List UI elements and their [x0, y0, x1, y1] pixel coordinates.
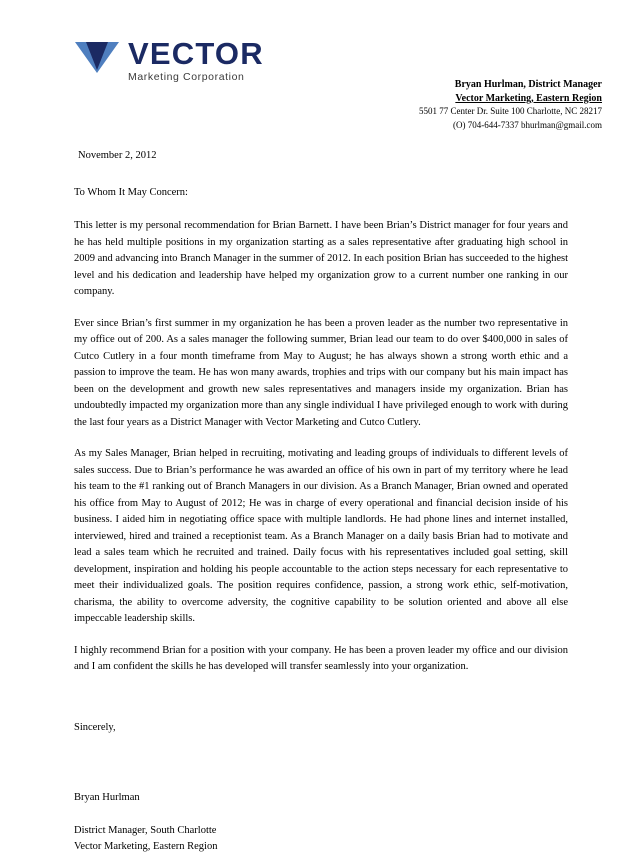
- letter-closing: Sincerely,: [74, 721, 116, 733]
- signature-title-line: District Manager, South Charlotte: [74, 824, 217, 836]
- vector-logo-icon: [74, 40, 120, 74]
- sender-contact: (O) 704-644-7337 bhurlman@gmail.com: [452, 119, 602, 130]
- signature-title-line: Vector Marketing, Eastern Region: [74, 840, 218, 852]
- signature-name: Bryan Hurlman: [74, 792, 140, 803]
- signature-title: [74, 823, 568, 855]
- letter-body: [74, 148, 568, 855]
- letterhead: [74, 38, 314, 94]
- logo-subtitle: Marketing Corporation: [128, 71, 245, 83]
- sender-address: 5501 77 Center Dr. Suite 100 Charlotte, NC 28217: [419, 106, 602, 116]
- letter-paragraph: As my Sales Manager, Brian helped in recruiting, motivating and leading groups of individuals to different levels of sales success. Due to Brian’s performance he was awarded an office of his own in part of my territory where he lead his team to the #1 ranking out of Branch Managers in our division. As a Branch Manager, Brian owned and operated his office from May to August of 2012; He was in charge of every operational and financial decision inside of his business. I aided him in negotiating office space with multiple landlords. He had phone lines and internet installed, interviewed, hired and trained a receptionist team. As a Branch Manager on a daily basis Brian had to motivate and lead a sales team which he recruited and trained. Daily focus with his representatives included goal setting, skill development, inspiration and holding his people accountable to the action steps necessary for each representative to meet their individualized goals. The position requires confidence, passion, a strong work ethic, self-motivation, charisma, the ability to overcome adversity, the cognitive capability to be solution oriented and above all else impeccable leadership skills.: [74, 448, 568, 624]
- sender-company-region: Vector Marketing, Eastern Region: [455, 92, 602, 104]
- letter-paragraph: Ever since Brian’s first summer in my organization he has been a proven leader as the number two representative in my office out of 200. As a sales manager the following summer, Brian lead our team to do over $400,000 in sales of Cutco Cutlery in a four month timeframe from May to August; he has always shown a strong worth ethic and a passion to improve the team. He has won many awards, trophies and trips with our company but his main impact has been on the development and growth new sales representatives and managers inside my organization. Brian has undoubtedly impacted my organization more than any single individual I have privileged enough to work with during the last four years as a District Manager with Vector Marketing and Cutco Cutlery.: [74, 317, 568, 428]
- logo-wordmark: VECTOR: [128, 36, 264, 71]
- letter-date: November 2, 2012: [78, 150, 157, 161]
- logo-text: [128, 38, 264, 84]
- logo: [74, 38, 314, 84]
- sender-name-title: Bryan Hurlman, District Manager: [454, 79, 602, 90]
- letter-paragraph: This letter is my personal recommendation for Brian Barnett. I have been Brian’s District manager for four years and he has held multiple positions in my organization starting as a sales representative after graduating high school in 2009 and advancing into Branch Manager in the summer of 2012. In each position Brian has succeeded to the highest level and his dedication and leadership have helped my organization grow to a current number one ranking in our company.: [74, 220, 568, 297]
- letter-paragraph: I highly recommend Brian for a position with your company. He has been a proven leader my office and our division and I am confident the skills he has developed will transfer seamlessly into your organization.: [74, 644, 568, 672]
- letter-salutation: To Whom It May Concern:: [74, 186, 188, 198]
- sender-block: [419, 78, 602, 132]
